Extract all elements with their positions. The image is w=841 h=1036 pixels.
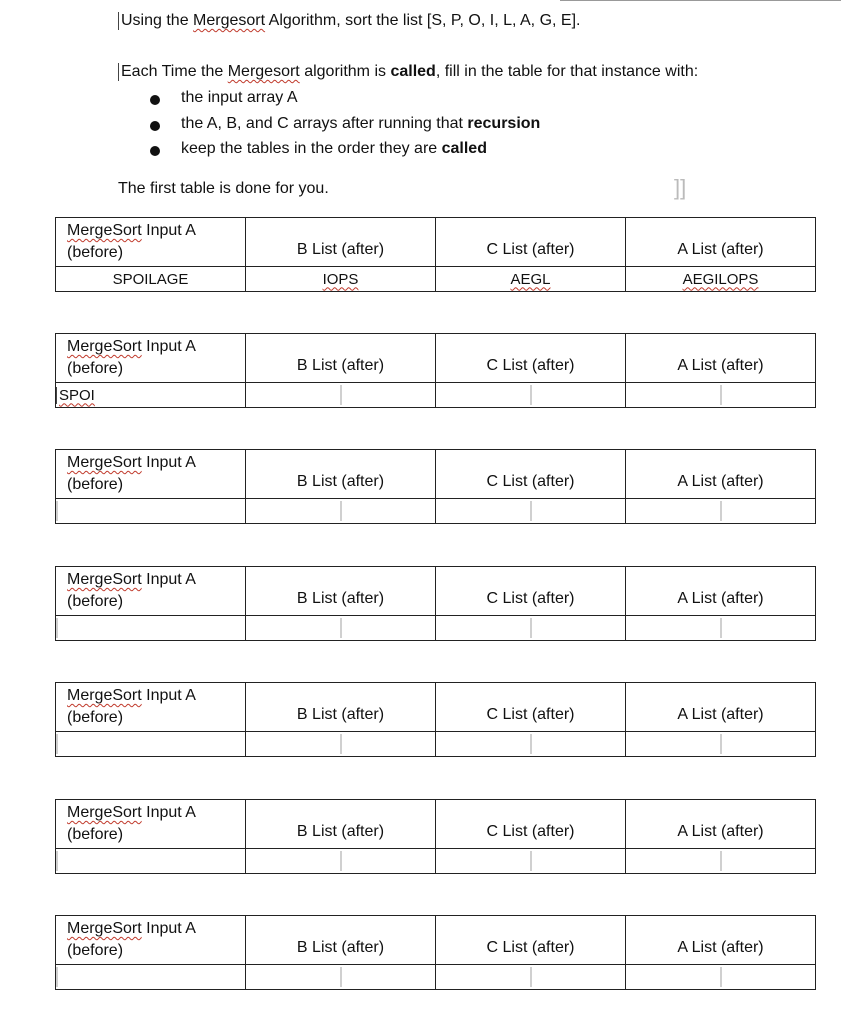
c-list-cell[interactable] [436, 849, 626, 874]
a-list-header: A List (after) [677, 823, 764, 840]
title-keyword: Mergesort [193, 12, 266, 29]
a-list-cell[interactable] [626, 732, 816, 757]
input-cell[interactable] [56, 732, 246, 757]
input-header-word: MergeSort [67, 222, 142, 239]
title-rest: Algorithm, sort the list [S, P, O, I, L, A, G, E]. [265, 12, 581, 29]
c-list-cell[interactable] [436, 383, 626, 408]
input-cell[interactable]: SPOI [56, 383, 246, 408]
b-list-header: B List (after) [296, 706, 385, 723]
b-list-header: B List (after) [296, 357, 385, 374]
mergesort-table-3: MergeSort Input A (before) B List (after) C List (after) A List (after) [55, 449, 816, 524]
b-list-cell[interactable] [246, 732, 436, 757]
mergesort-table-7: MergeSort Input A (before) B List (after) C List (after) A List (after) [55, 915, 816, 990]
a-list-cell[interactable] [626, 499, 816, 524]
input-cell[interactable] [56, 849, 246, 874]
a-list-cell[interactable] [626, 383, 816, 408]
a-list-header: A List (after) [677, 241, 764, 258]
input-cell[interactable] [56, 616, 246, 641]
mergesort-table-2: MergeSort Input A (before) B List (after) C List (after) A List (after) SPOI [55, 333, 816, 408]
c-list-header: C List (after) [486, 823, 575, 840]
b-list-header: B List (after) [296, 590, 385, 607]
b-list-cell[interactable] [246, 383, 436, 408]
c-list-header: C List (after) [486, 473, 575, 490]
each-bold: called [390, 63, 436, 80]
c-list-cell[interactable] [436, 965, 626, 990]
bullet-icon [150, 121, 160, 131]
input-cell[interactable] [56, 965, 246, 990]
bullet-icon [150, 146, 160, 156]
c-list-header: C List (after) [486, 590, 575, 607]
c-list-header: C List (after) [486, 939, 575, 956]
b-list-cell[interactable]: IOPS [246, 267, 436, 292]
mergesort-table-1: MergeSort Input A (before) B List (after) C List (after) A List (after) SPOILAGE IOPS AEGL AEGILOPS [55, 217, 816, 292]
first-done-note: The first table is done for you. [118, 180, 329, 197]
c-list-header: C List (after) [486, 357, 575, 374]
title-text: Using the [121, 12, 194, 29]
a-list-header: A List (after) [677, 590, 764, 607]
a-list-cell[interactable] [626, 965, 816, 990]
bullet-item: keep the tables in the order they are called [181, 140, 487, 157]
assignment-title [118, 12, 580, 30]
bracket-icon: ]] [674, 175, 687, 200]
input-cell[interactable]: SPOILAGE [56, 267, 246, 292]
c-list-cell[interactable] [436, 499, 626, 524]
c-list-cell[interactable]: AEGL [436, 267, 626, 292]
b-list-cell[interactable] [246, 499, 436, 524]
mergesort-table-4: MergeSort Input A (before) B List (after) C List (after) A List (after) [55, 566, 816, 641]
b-list-header: B List (after) [296, 241, 385, 258]
each-keyword: Mergesort [227, 63, 300, 80]
mergesort-table-5: MergeSort Input A (before) B List (after) C List (after) A List (after) [55, 682, 816, 757]
b-list-cell[interactable] [246, 849, 436, 874]
c-list-header: C List (after) [486, 706, 575, 723]
b-list-header: B List (after) [296, 939, 385, 956]
bullet-item: the A, B, and C arrays after running that recursion [181, 115, 541, 132]
a-list-cell[interactable] [626, 616, 816, 641]
a-list-cell[interactable] [626, 849, 816, 874]
mergesort-table-6: MergeSort Input A (before) B List (after) C List (after) A List (after) [55, 799, 816, 874]
instructions-line [118, 63, 698, 81]
c-list-header: C List (after) [486, 241, 575, 258]
b-list-header: B List (after) [296, 473, 385, 490]
each-prefix: Each Time the [121, 63, 228, 80]
bullet-icon [150, 95, 160, 105]
a-list-header: A List (after) [677, 706, 764, 723]
a-list-header: A List (after) [677, 939, 764, 956]
each-rest: , fill in the table for that instance with: [435, 63, 699, 80]
c-list-cell[interactable] [436, 732, 626, 757]
a-list-cell[interactable]: AEGILOPS [626, 267, 816, 292]
a-list-header: A List (after) [677, 473, 764, 490]
b-list-header: B List (after) [296, 823, 385, 840]
each-mid: algorithm is [299, 63, 391, 80]
bullet-item: the input array A [181, 89, 298, 106]
b-list-cell[interactable] [246, 616, 436, 641]
a-list-header: A List (after) [677, 357, 764, 374]
b-list-cell[interactable] [246, 965, 436, 990]
c-list-cell[interactable] [436, 616, 626, 641]
header-rule [560, 0, 841, 1]
input-cell[interactable] [56, 499, 246, 524]
